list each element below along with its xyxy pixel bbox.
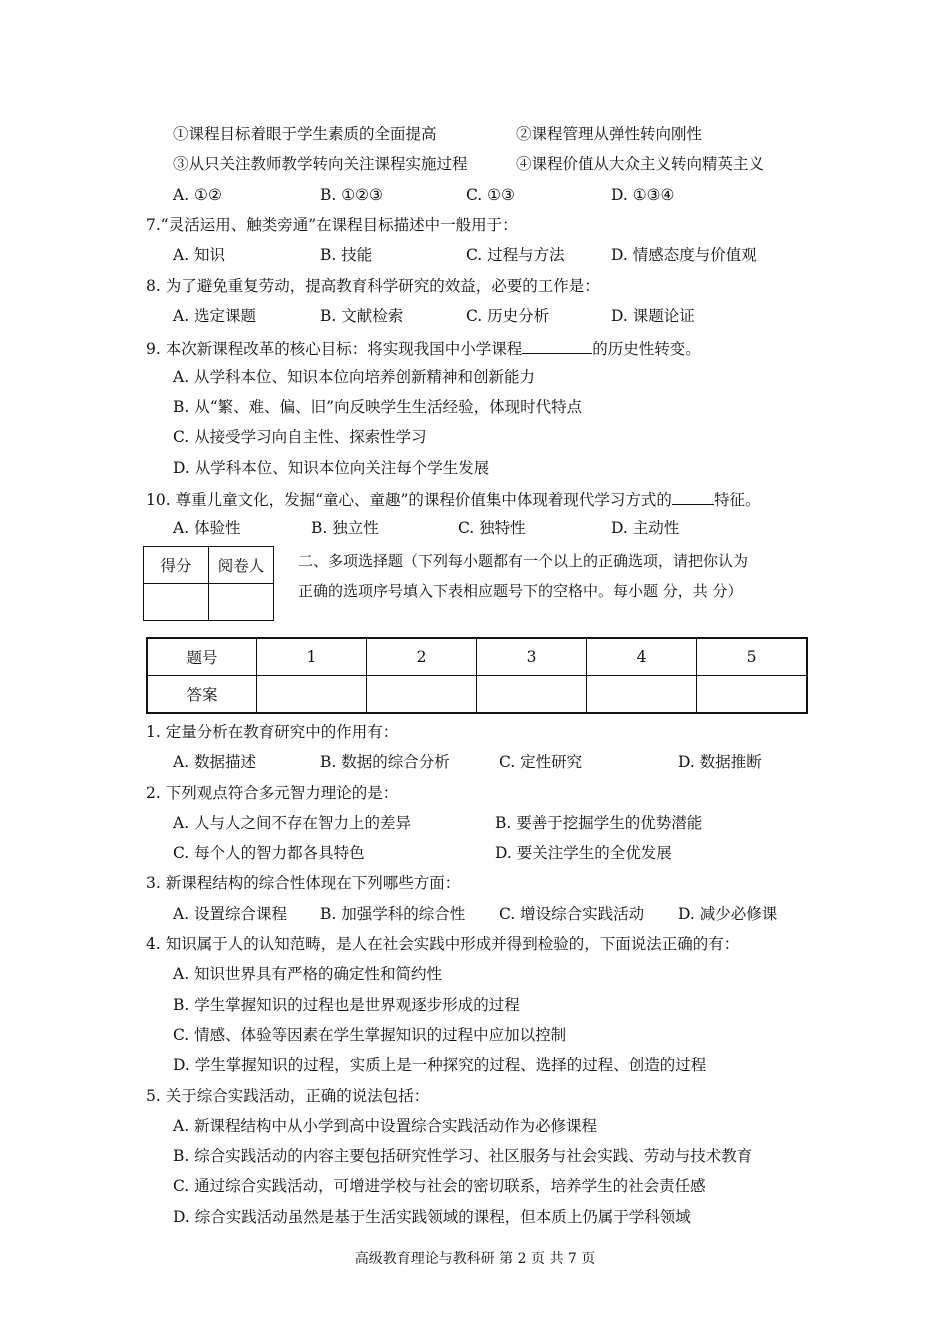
grader-header: 阅卷人: [209, 547, 274, 584]
m1-choice-c: C. 定性研究: [499, 753, 583, 771]
answer-table-number-4: 4: [587, 638, 697, 676]
q9-choice-d: D. 从学科本位、知识本位向关注每个学生发展: [173, 459, 490, 477]
q6-option-4: ④课程价值从大众主义转向精英主义: [516, 155, 765, 173]
q6-choice-c: C. ①③: [466, 186, 515, 204]
m3-stem: 3. 新课程结构的综合性体现在下列哪些方面：: [146, 874, 461, 892]
answer-table-number-5: 5: [697, 638, 808, 676]
q10-stem-part2: 特征。: [713, 491, 761, 509]
m5-choice-d: D. 综合实践活动虽然是基于生活实践领域的课程，但本质上仍属于学科领域: [173, 1208, 691, 1226]
q8-choice-c: C. 历史分析: [466, 307, 550, 325]
q9-stem-part1: 9. 本次新课程改革的核心目标：将实现我国中小学课程: [146, 340, 523, 358]
m1-choice-a: A. 数据描述: [173, 753, 257, 771]
answer-table: [146, 637, 808, 714]
m2-stem: 2. 下列观点符合多元智力理论的是：: [146, 784, 399, 802]
m5-choice-c: C. 通过综合实践活动，可增进学校与社会的密切联系，培养学生的社会责任感: [173, 1177, 706, 1195]
m3-choice-b: B. 加强学科的综合性: [320, 905, 466, 923]
answer-table-number-row: [147, 638, 807, 676]
q10-stem: [146, 488, 760, 510]
m3-choice-c: C. 增设综合实践活动: [499, 905, 645, 923]
q7-choice-d: D. 情感态度与价值观: [611, 246, 757, 264]
m1-stem: 1. 定量分析在教育研究中的作用有：: [146, 723, 399, 741]
grader-cell[interactable]: [209, 584, 274, 621]
answer-table-number-label: 题号: [147, 638, 257, 676]
answer-table-answer-row: [147, 676, 807, 714]
q10-choice-d: D. 主动性: [611, 519, 680, 537]
m4-choice-a: A. 知识世界具有严格的确定性和简约性: [173, 965, 443, 983]
page-footer: 高级教育理论与教科研 第 2 页 共 7 页: [354, 1251, 596, 1267]
q7-choice-a: A. 知识: [173, 246, 226, 264]
score-cell[interactable]: [144, 584, 209, 621]
m4-choice-d: D. 学生掌握知识的过程，实质上是一种探究的过程、选择的过程、创造的过程: [173, 1056, 707, 1074]
m1-choice-b: B. 数据的综合分析: [320, 753, 450, 771]
answer-table-answer-label: 答案: [147, 676, 257, 714]
answer-cell-5[interactable]: [697, 676, 808, 714]
m5-choice-a: A. 新课程结构中从小学到高中设置综合实践活动作为必修课程: [173, 1117, 598, 1135]
q7-stem: 7.“灵活运用、触类旁通”在课程目标描述中一般用于：: [146, 216, 518, 234]
q10-stem-part1: 10. 尊重儿童文化，发掘“童心、童趣”的课程价值集中体现着现代学习方式的: [146, 491, 672, 509]
section2-heading-line2: 正确的选项序号填入下表相应题号下的空格中。每小题 分，共 分）: [298, 582, 743, 600]
q6-choice-d: D. ①③④: [611, 186, 675, 204]
score-header: 得分: [144, 547, 209, 584]
score-grader-table: [143, 546, 274, 621]
answer-cell-1[interactable]: [257, 676, 367, 714]
q10-choice-c: C. 独特性: [458, 519, 526, 537]
q8-choice-b: B. 文献检索: [320, 307, 404, 325]
q9-answer-blank: [522, 337, 592, 354]
q7-choice-b: B. 技能: [320, 246, 373, 264]
q10-choice-b: B. 独立性: [311, 519, 379, 537]
q6-option-3: ③从只关注教师教学转向关注课程实施过程: [173, 155, 468, 173]
answer-cell-4[interactable]: [587, 676, 697, 714]
q9-stem: [146, 337, 701, 359]
m3-choice-a: A. 设置综合课程: [173, 905, 288, 923]
q6-choice-b: B. ①②③: [320, 186, 383, 204]
q6-option-1: ①课程目标着眼于学生素质的全面提高: [173, 125, 437, 143]
q8-choice-a: A. 选定课题: [173, 307, 257, 325]
answer-table-number-2: 2: [367, 638, 477, 676]
q9-stem-part2: 的历史性转变。: [592, 340, 701, 358]
m2-choice-c: C. 每个人的智力都各具特色: [173, 844, 365, 862]
q8-choice-d: D. 课题论证: [611, 307, 695, 325]
m4-choice-b: B. 学生掌握知识的过程也是世界观逐步形成的过程: [173, 996, 520, 1014]
m4-stem: 4. 知识属于人的认知范畴，是人在社会实践中形成并得到检验的，下面说法正确的有：: [146, 935, 740, 953]
section2-heading-line1: 二、多项选择题（下列每小题都有一个以上的正确选项，请把你认为: [298, 552, 749, 570]
answer-cell-3[interactable]: [477, 676, 587, 714]
m2-choice-b: B. 要善于挖掘学生的优势潜能: [495, 814, 703, 832]
q6-option-2: ②课程管理从弹性转向刚性: [516, 125, 703, 143]
m2-choice-a: A. 人与人之间不存在智力上的差异: [173, 814, 412, 832]
answer-table-number-3: 3: [477, 638, 587, 676]
answer-cell-2[interactable]: [367, 676, 477, 714]
q6-choice-a: A. ①②: [173, 186, 222, 204]
m4-choice-c: C. 情感、体验等因素在学生掌握知识的过程中应加以控制: [173, 1026, 567, 1044]
q9-choice-a: A. 从学科本位、知识本位向培养创新精神和创新能力: [173, 368, 536, 386]
m5-stem: 5. 关于综合实践活动，正确的说法包括：: [146, 1087, 430, 1105]
q10-choice-a: A. 体验性: [173, 519, 241, 537]
m5-choice-b: B. 综合实践活动的内容主要包括研究性学习、社区服务与社会实践、劳动与技术教育: [173, 1147, 753, 1165]
q9-choice-b: B. 从“繁、难、偏、旧”向反映学生生活经验，体现时代特点: [173, 398, 583, 416]
q8-stem: 8. 为了避免重复劳动，提高教育科学研究的效益，必要的工作是：: [146, 277, 600, 295]
m2-choice-d: D. 要关注学生的全优发展: [495, 844, 672, 862]
q10-answer-blank: [672, 488, 714, 505]
q7-choice-c: C. 过程与方法: [466, 246, 565, 264]
m1-choice-d: D. 数据推断: [678, 753, 762, 771]
m3-choice-d: D. 减少必修课: [678, 905, 778, 923]
answer-table-number-1: 1: [257, 638, 367, 676]
q9-choice-c: C. 从接受学习向自主性、探索性学习: [173, 428, 427, 446]
